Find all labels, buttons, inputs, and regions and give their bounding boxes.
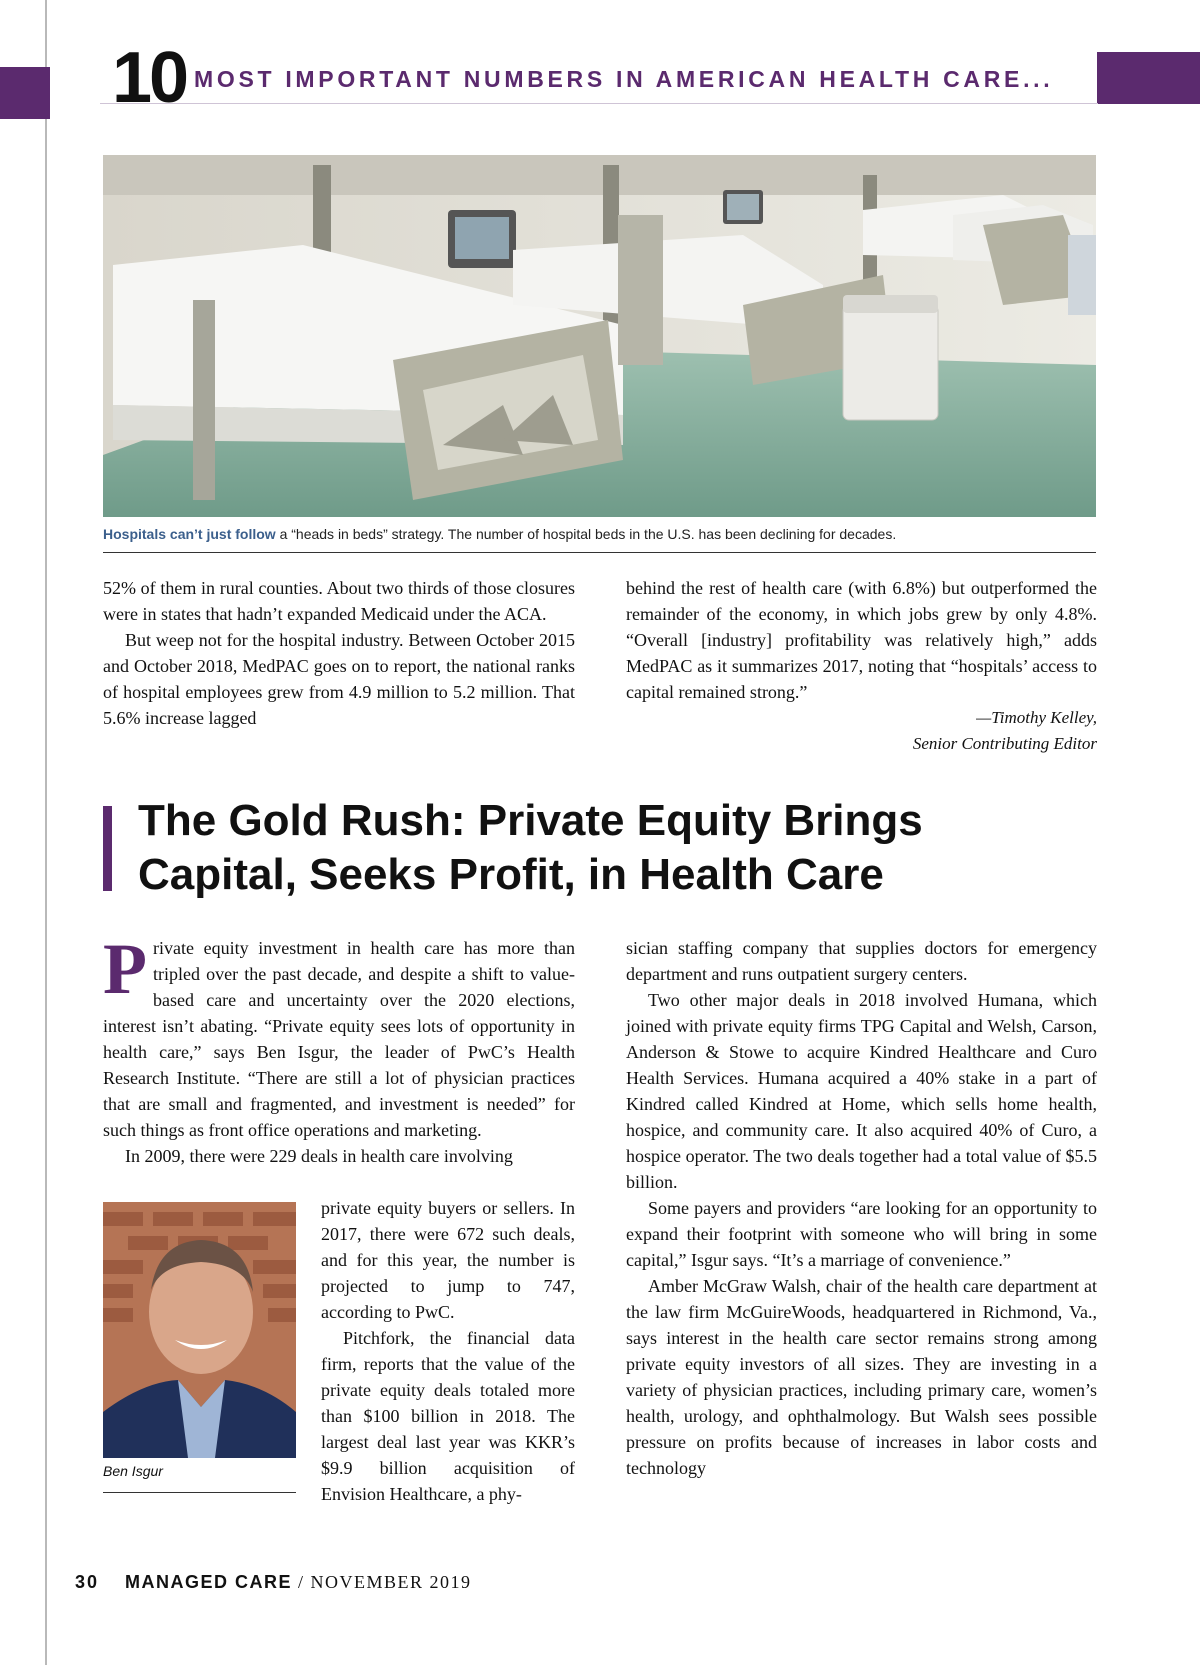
paragraph: sician staffing company that supplies doctors for emergency department and runs outpatient surgery centers. [626, 938, 1097, 984]
page-number: 30 [75, 1572, 100, 1592]
caption-rule [103, 552, 1096, 553]
portrait-caption-rule [103, 1492, 296, 1493]
prev-article-column-1 [103, 575, 575, 731]
magazine-name: MANAGED CARE [125, 1572, 293, 1592]
article-column-2 [626, 935, 1097, 1481]
article-column-1 [103, 929, 575, 1169]
issue-date: / NOVEMBER 2019 [292, 1572, 472, 1592]
page-footer [75, 1572, 472, 1593]
paragraph: In 2009, there were 229 deals in health care involving [125, 1146, 513, 1166]
paragraph: Amber McGraw Walsh, chair of the health care department at the law firm McGuireWoods, headquartered in Richmond, Va., says interest in the health care sector remains strong among private equity investors of all sizes. They are investing in a variety of physician practices, including primary care, women’s health, urology, and ophthalmology. But Walsh sees possible pressure on profits because of increases in labor costs and technology [626, 1276, 1097, 1478]
paragraph: behind the rest of health care (with 6.8%) but outperformed the remainder of the economy, in which jobs grew by only 4.8%. “Overall [industry] profitability was relatively high,” adds MedPAC as it summarizes 2017, noting that “hospitals’ access to capital remained strong.” [626, 578, 1097, 702]
header-accent-bar-right [1097, 52, 1200, 104]
paragraph: rivate equity investment in health care has more than tripled over the past decade, and despite a shift to value-based care and uncertainty over the 2020 elections, interest isn’t abating. “Private equity sees lots of opportunity in health care,” says Ben Isgur, the leader of PwC’s Health Research Institute. “There are still a lot of physician practices that are small and fragmented, and investment is needed” for such things as front office operations and marketing. [103, 938, 575, 1140]
paragraph: 52% of them in rural counties. About two thirds of those closures were in states that hadn’t expanded Medicaid under the ACA. [103, 578, 575, 624]
header-rule [100, 103, 1098, 104]
photo-caption-lead: Hospitals can’t just follow [103, 526, 276, 542]
ben-isgur-portrait [103, 1202, 296, 1458]
article-column-1-wrap [321, 1195, 575, 1507]
paragraph: Pitchfork, the financial data firm, reports that the value of the private equity deals totaled more than $100 billion in 2018. The largest deal last year was KKR’s $9.9 billion acquisition of Envision Healthcare, a phy- [321, 1328, 575, 1504]
author-title: Senior Contributing Editor [912, 734, 1097, 753]
section-title: MOST IMPORTANT NUMBERS IN AMERICAN HEALTH CARE... [194, 66, 1054, 92]
portrait-caption: Ben Isgur [103, 1463, 163, 1479]
paragraph: Some payers and providers “are looking for an opportunity to expand their footprint with someone who will bring in some capital,” Isgur says. “It’s a marriage of convenience.” [626, 1198, 1097, 1270]
author-name: —Timothy Kelley, [976, 708, 1097, 727]
left-margin-line [45, 0, 47, 1665]
photo-caption [103, 525, 1096, 543]
article-headline: The Gold Rush: Private Equity Brings Capital, Seeks Profit, in Health Care [138, 796, 923, 899]
section-number: 10 [112, 38, 187, 118]
paragraph: private equity buyers or sellers. In 2017, there were 672 such deals, and for this year, the number is projected to jump to 747, according to PwC. [321, 1198, 575, 1322]
photo-caption-text: a “heads in beds” strategy. The number of hospital beds in the U.S. has been declining for decades. [275, 526, 897, 542]
header-accent-bar-left [0, 67, 50, 119]
hospital-beds-photo [103, 155, 1096, 517]
drop-cap: P [103, 929, 147, 1009]
paragraph: But weep not for the hospital industry. Between October 2015 and October 2018, MedPAC goes on to report, the national ranks of hospital employees grew from 4.9 million to 5.2 million. That 5.6% increase lagged [103, 630, 575, 728]
prev-article-column-2 [626, 575, 1097, 757]
paragraph: Two other major deals in 2018 involved Humana, which joined with private equity firms TPG Capital and Welsh, Carson, Anderson & Stowe to acquire Kindred Healthcare and Curo Health Services. Humana acquired a 40% stake in a part of Kindred called Kindred at Home, which sells home health, hospice, and community care. It also acquired 40% of Curo, a hospice operator. The two deals together had a total value of $5.5 billion. [626, 990, 1097, 1192]
headline-accent-bar [103, 806, 112, 891]
